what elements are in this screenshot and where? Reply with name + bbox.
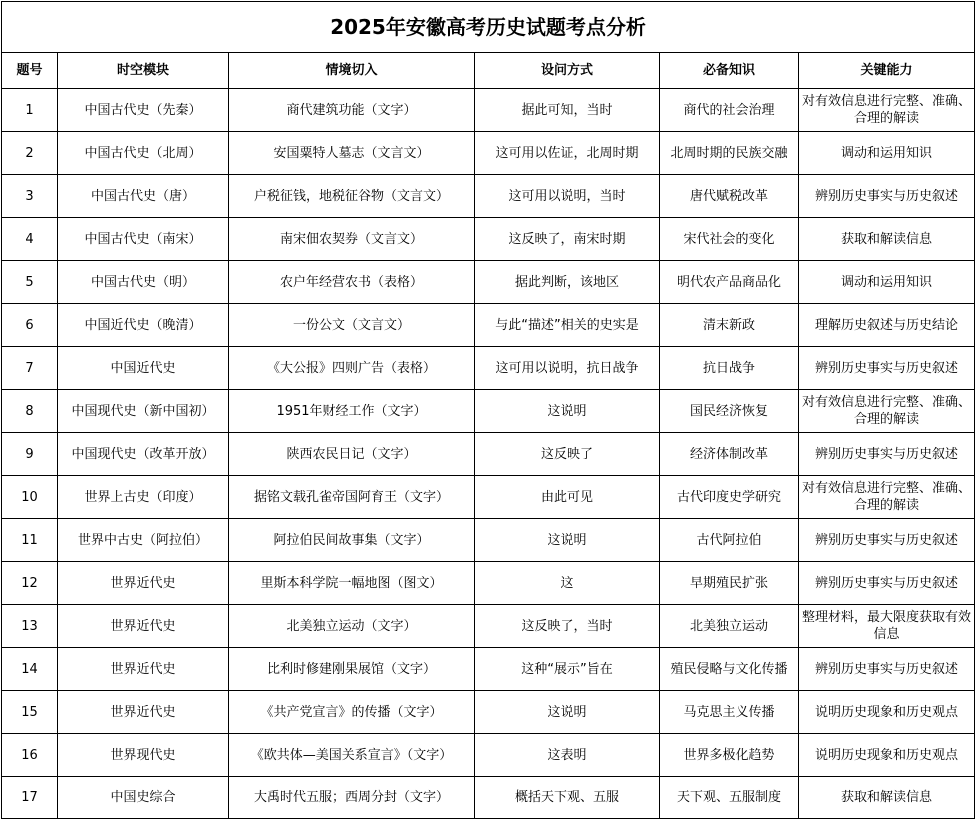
cell-no: 9 <box>2 433 58 476</box>
cell-knowledge: 殖民侵略与文化传播 <box>660 648 799 691</box>
cell-no: 4 <box>2 218 58 261</box>
table-row <box>2 218 975 261</box>
cell-knowledge: 古代阿拉伯 <box>660 519 799 562</box>
cell-ability: 辨别历史事实与历史叙述 <box>799 175 975 218</box>
cell-ability: 获取和解读信息 <box>799 777 975 819</box>
cell-question: 据此可知，当时 <box>475 89 660 132</box>
cell-context: 比利时修建刚果展馆（文字） <box>229 648 475 691</box>
cell-context: 陕西农民日记（文字） <box>229 433 475 476</box>
table-row <box>2 476 975 519</box>
cell-ability: 辨别历史事实与历史叙述 <box>799 648 975 691</box>
cell-no: 11 <box>2 519 58 562</box>
cell-question: 这可用以说明，抗日战争 <box>475 347 660 390</box>
table-row <box>2 605 975 648</box>
table-row <box>2 562 975 605</box>
cell-context: 户税征钱，地税征谷物（文言文） <box>229 175 475 218</box>
analysis-table <box>1 1 975 819</box>
cell-knowledge: 商代的社会治理 <box>660 89 799 132</box>
cell-module: 中国古代史（明） <box>58 261 229 304</box>
table-row <box>2 390 975 433</box>
cell-knowledge: 国民经济恢复 <box>660 390 799 433</box>
cell-knowledge: 天下观、五服制度 <box>660 777 799 819</box>
cell-context: 据铭文载孔雀帝国阿育王（文字） <box>229 476 475 519</box>
cell-knowledge: 北周时期的民族交融 <box>660 132 799 175</box>
cell-question: 这说明 <box>475 691 660 734</box>
cell-module: 世界中古史（阿拉伯） <box>58 519 229 562</box>
cell-module: 世界近代史 <box>58 648 229 691</box>
cell-ability: 辨别历史事实与历史叙述 <box>799 433 975 476</box>
cell-module: 中国近代史（晚清） <box>58 304 229 347</box>
cell-question: 这反映了，当时 <box>475 605 660 648</box>
cell-module: 中国古代史（南宋） <box>58 218 229 261</box>
cell-no: 15 <box>2 691 58 734</box>
table-row <box>2 648 975 691</box>
header-question: 设问方式 <box>475 53 660 89</box>
table-body <box>2 89 975 819</box>
cell-context: 《大公报》四则广告（表格） <box>229 347 475 390</box>
cell-ability: 辨别历史事实与历史叙述 <box>799 562 975 605</box>
table-row <box>2 89 975 132</box>
cell-module: 世界近代史 <box>58 605 229 648</box>
cell-question: 这反映了 <box>475 433 660 476</box>
cell-context: 《共产党宣言》的传播（文字） <box>229 691 475 734</box>
cell-question: 这可用以说明，当时 <box>475 175 660 218</box>
table-row <box>2 175 975 218</box>
cell-no: 17 <box>2 777 58 819</box>
cell-module: 世界现代史 <box>58 734 229 777</box>
table-row <box>2 691 975 734</box>
cell-question: 这反映了，南宋时期 <box>475 218 660 261</box>
cell-module: 世界上古史（印度） <box>58 476 229 519</box>
cell-question: 这表明 <box>475 734 660 777</box>
cell-knowledge: 经济体制改革 <box>660 433 799 476</box>
cell-module: 世界近代史 <box>58 562 229 605</box>
table-title: 2025年安徽高考历史试题考点分析 <box>2 2 975 53</box>
cell-ability: 调动和运用知识 <box>799 261 975 304</box>
cell-module: 中国现代史（新中国初） <box>58 390 229 433</box>
cell-question: 概括天下观、五服 <box>475 777 660 819</box>
cell-knowledge: 宋代社会的变化 <box>660 218 799 261</box>
cell-ability: 辨别历史事实与历史叙述 <box>799 347 975 390</box>
header-row <box>2 53 975 89</box>
cell-no: 12 <box>2 562 58 605</box>
cell-ability: 说明历史现象和历史观点 <box>799 691 975 734</box>
cell-ability: 获取和解读信息 <box>799 218 975 261</box>
cell-knowledge: 世界多极化趋势 <box>660 734 799 777</box>
cell-no: 1 <box>2 89 58 132</box>
cell-ability: 对有效信息进行完整、准确、合理的解读 <box>799 390 975 433</box>
header-context: 情境切入 <box>229 53 475 89</box>
cell-module: 中国古代史（唐） <box>58 175 229 218</box>
cell-module: 中国古代史（先秦） <box>58 89 229 132</box>
cell-no: 10 <box>2 476 58 519</box>
cell-ability: 说明历史现象和历史观点 <box>799 734 975 777</box>
cell-question: 这种“展示”旨在 <box>475 648 660 691</box>
cell-no: 16 <box>2 734 58 777</box>
cell-module: 中国近代史 <box>58 347 229 390</box>
cell-module: 中国现代史（改革开放） <box>58 433 229 476</box>
cell-question: 这 <box>475 562 660 605</box>
table-row <box>2 433 975 476</box>
cell-ability: 对有效信息进行完整、准确、合理的解读 <box>799 476 975 519</box>
cell-question: 这可用以佐证，北周时期 <box>475 132 660 175</box>
cell-module: 中国古代史（北周） <box>58 132 229 175</box>
cell-context: 安国粟特人墓志（文言文） <box>229 132 475 175</box>
cell-context: 农户年经营农书（表格） <box>229 261 475 304</box>
cell-ability: 对有效信息进行完整、准确、合理的解读 <box>799 89 975 132</box>
cell-context: 大禹时代五服；西周分封（文字） <box>229 777 475 819</box>
table-row <box>2 734 975 777</box>
cell-module: 世界近代史 <box>58 691 229 734</box>
cell-context: 1951年财经工作（文字） <box>229 390 475 433</box>
table-row <box>2 777 975 819</box>
cell-knowledge: 早期殖民扩张 <box>660 562 799 605</box>
cell-context: 《欧共体—美国关系宣言》（文字） <box>229 734 475 777</box>
table-row <box>2 132 975 175</box>
cell-no: 3 <box>2 175 58 218</box>
cell-module: 中国史综合 <box>58 777 229 819</box>
cell-ability: 辨别历史事实与历史叙述 <box>799 519 975 562</box>
cell-no: 7 <box>2 347 58 390</box>
cell-context: 阿拉伯民间故事集（文字） <box>229 519 475 562</box>
cell-ability: 理解历史叙述与历史结论 <box>799 304 975 347</box>
cell-context: 一份公文（文言文） <box>229 304 475 347</box>
title-row <box>2 2 975 53</box>
cell-question: 这说明 <box>475 390 660 433</box>
header-knowledge: 必备知识 <box>660 53 799 89</box>
table-row <box>2 519 975 562</box>
cell-no: 6 <box>2 304 58 347</box>
cell-knowledge: 明代农产品商品化 <box>660 261 799 304</box>
cell-no: 2 <box>2 132 58 175</box>
cell-question: 与此“描述”相关的史实是 <box>475 304 660 347</box>
cell-knowledge: 清末新政 <box>660 304 799 347</box>
cell-question: 由此可见 <box>475 476 660 519</box>
header-module: 时空模块 <box>58 53 229 89</box>
cell-knowledge: 北美独立运动 <box>660 605 799 648</box>
cell-context: 商代建筑功能（文字） <box>229 89 475 132</box>
cell-question: 据此判断，该地区 <box>475 261 660 304</box>
cell-knowledge: 抗日战争 <box>660 347 799 390</box>
cell-no: 13 <box>2 605 58 648</box>
cell-question: 这说明 <box>475 519 660 562</box>
table-row <box>2 261 975 304</box>
cell-no: 8 <box>2 390 58 433</box>
cell-ability: 整理材料，最大限度获取有效信息 <box>799 605 975 648</box>
cell-knowledge: 唐代赋税改革 <box>660 175 799 218</box>
cell-ability: 调动和运用知识 <box>799 132 975 175</box>
cell-context: 南宋佃农契券（文言文） <box>229 218 475 261</box>
header-ability: 关键能力 <box>799 53 975 89</box>
header-no: 题号 <box>2 53 58 89</box>
table-row <box>2 347 975 390</box>
cell-knowledge: 古代印度史学研究 <box>660 476 799 519</box>
cell-knowledge: 马克思主义传播 <box>660 691 799 734</box>
cell-context: 里斯本科学院一幅地图（图文） <box>229 562 475 605</box>
cell-no: 14 <box>2 648 58 691</box>
cell-no: 5 <box>2 261 58 304</box>
cell-context: 北美独立运动（文字） <box>229 605 475 648</box>
table-row <box>2 304 975 347</box>
